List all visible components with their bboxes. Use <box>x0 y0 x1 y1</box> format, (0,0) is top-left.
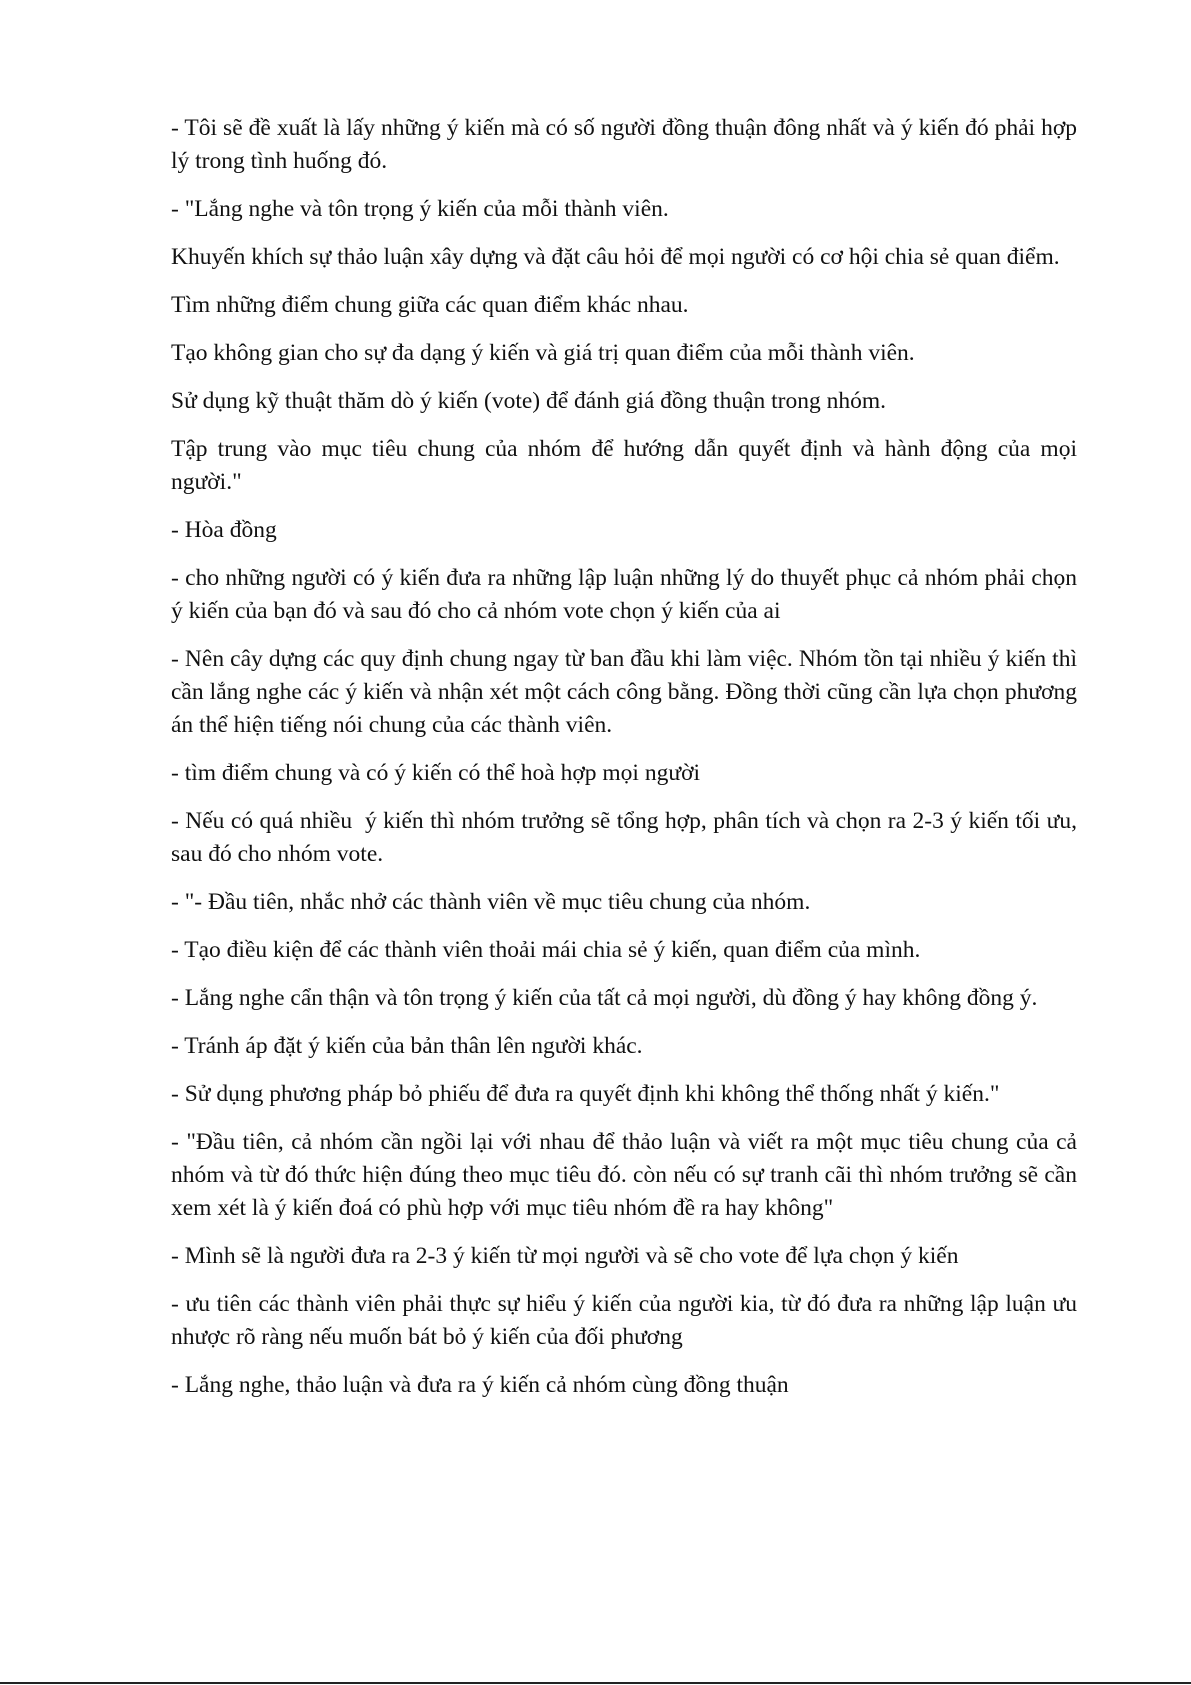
paragraph-16: - Tránh áp đặt ý kiến của bản thân lên người khác. <box>171 1033 643 1059</box>
paragraph-9: - cho những người có ý kiến đưa ra những lập luận những lý do thuyết phục cả nhóm phải chọn ý kiến của bạn đó và sau đó cho cả nhóm vote chọn ý kiến của ai <box>171 565 1083 624</box>
paragraph-1: - Tôi sẽ đề xuất là lấy những ý kiến mà có số người đồng thuận đông nhất và ý kiến đó phải hợp lý trong tình huống đó. <box>171 115 1083 174</box>
document-body <box>171 112 1083 1417</box>
paragraph-3: Khuyến khích sự thảo luận xây dựng và đặt câu hỏi để mọi người có cơ hội chia sẻ quan điểm. <box>171 244 1060 270</box>
paragraph-20: - ưu tiên các thành viên phải thực sự hiểu ý kiến của người kia, từ đó đưa ra những lập luận ưu nhược rõ ràng nếu muốn bát bỏ ý kiến của đối phương <box>171 1291 1083 1350</box>
paragraph-11: - tìm điểm chung và có ý kiến có thể hoà hợp mọi người <box>171 760 701 786</box>
paragraph-2: - "Lắng nghe và tôn trọng ý kiến của mỗi thành viên. <box>171 196 669 222</box>
page-bottom-rule <box>0 1682 1191 1684</box>
paragraph-12: - Nếu có quá nhiều ý kiến thì nhóm trưởng sẽ tổng hợp, phân tích và chọn ra 2-3 ý kiến tối ưu, sau đó cho nhóm vote. <box>171 808 1083 867</box>
paragraph-4: Tìm những điểm chung giữa các quan điểm khác nhau. <box>171 292 689 318</box>
paragraph-15: - Lắng nghe cẩn thận và tôn trọng ý kiến của tất cả mọi người, dù đồng ý hay không đồng ý. <box>171 985 1038 1011</box>
paragraph-13: - "- Đầu tiên, nhắc nhở các thành viên về mục tiêu chung của nhóm. <box>171 889 811 915</box>
paragraph-17: - Sử dụng phương pháp bỏ phiếu để đưa ra quyết định khi không thể thống nhất ý kiến." <box>171 1081 1000 1107</box>
paragraph-21: - Lắng nghe, thảo luận và đưa ra ý kiến cả nhóm cùng đồng thuận <box>171 1372 789 1398</box>
paragraph-5: Tạo không gian cho sự đa dạng ý kiến và giá trị quan điểm của mỗi thành viên. <box>171 340 915 366</box>
paragraph-18: - "Đầu tiên, cả nhóm cần ngồi lại với nhau để thảo luận và viết ra một mục tiêu chung của cả nhóm và từ đó thức hiện đúng theo mục tiêu đó. còn nếu có sự tranh cãi thì nhóm trưởng sẽ cần xem xét là ý kiến đoá có phù hợp với mục tiêu nhóm đề ra hay không" <box>171 1129 1083 1221</box>
paragraph-19: - Mình sẽ là người đưa ra 2-3 ý kiến từ mọi người và sẽ cho vote để lựa chọn ý kiến <box>171 1243 959 1269</box>
paragraph-8: - Hòa đồng <box>171 517 277 543</box>
paragraph-14: - Tạo điều kiện để các thành viên thoải mái chia sẻ ý kiến, quan điểm của mình. <box>171 937 921 963</box>
paragraph-7: Tập trung vào mục tiêu chung của nhóm để hướng dẫn quyết định và hành động của mọi người." <box>171 436 1083 495</box>
paragraph-10: - Nên cây dựng các quy định chung ngay từ ban đầu khi làm việc. Nhóm tồn tại nhiều ý kiến thì cần lắng nghe các ý kiến và nhận xét một cách công bằng. Đồng thời cũng cần lựa chọn phương án thể hiện tiếng nói chung của các thành viên. <box>171 646 1083 738</box>
paragraph-6: Sử dụng kỹ thuật thăm dò ý kiến (vote) để đánh giá đồng thuận trong nhóm. <box>171 388 887 414</box>
